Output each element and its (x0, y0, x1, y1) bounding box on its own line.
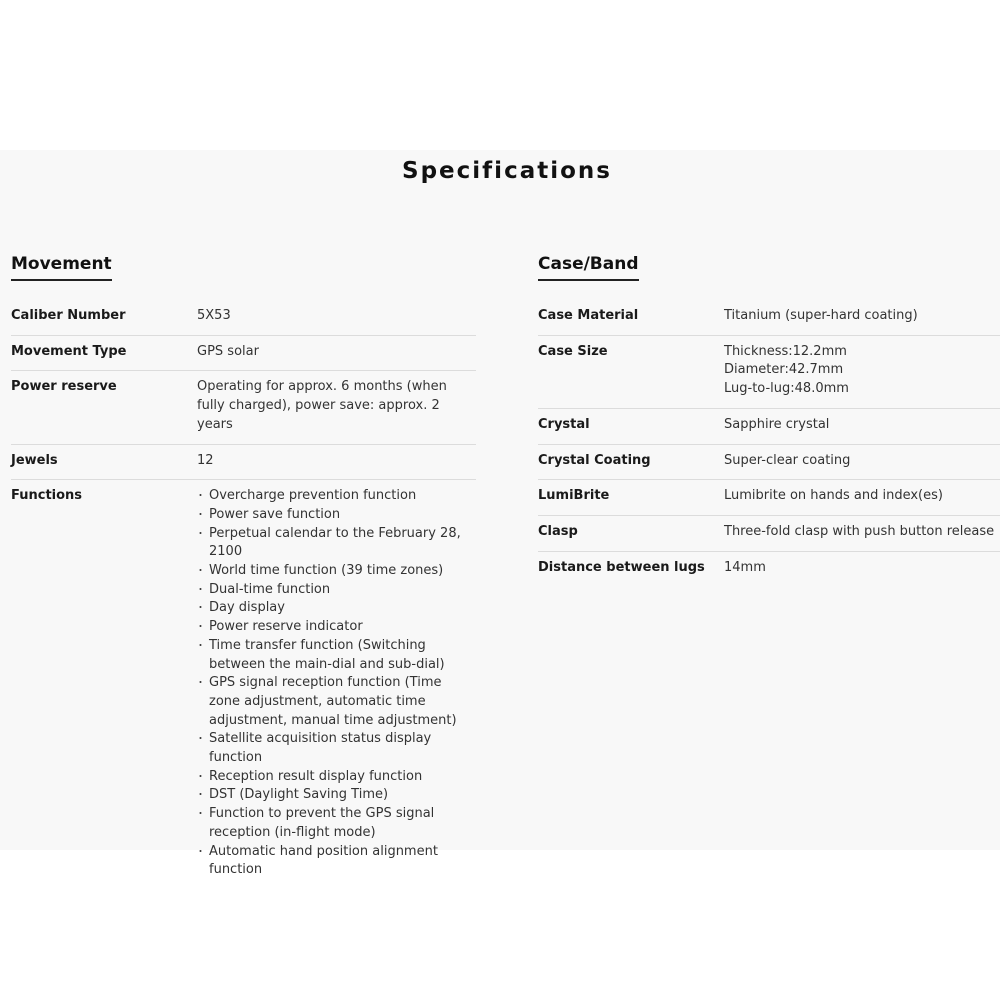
list-item: ・ Overcharge prevention function (197, 487, 476, 506)
spec-row-jewels (11, 445, 476, 481)
spec-label: Case Size (538, 343, 608, 359)
list-item: ・ GPS signal reception function (Time zone adjustment, automatic time adjustment, manual time adjustment) (197, 674, 476, 730)
spec-label: Distance between lugs (538, 559, 705, 575)
list-item: ・ World time function (39 time zones) (197, 562, 476, 581)
spec-label: Movement Type (11, 343, 127, 359)
spec-label: Case Material (538, 308, 639, 323)
spec-row-functions (11, 480, 476, 889)
list-item: ・ Function to prevent the GPS signal reception (in-flight mode) (197, 805, 476, 842)
spec-value: Three-fold clasp with push button release (724, 523, 995, 539)
spec-value: Operating for approx. 6 months (when fully charged), power save: approx. 2 years (197, 379, 447, 432)
spec-label: Functions (11, 488, 83, 504)
case-band-section (538, 254, 1000, 586)
list-item: ・ Power reserve indicator (197, 618, 476, 637)
spec-value (197, 487, 476, 880)
spec-value: 12 (197, 452, 214, 468)
spec-row-movement-type (11, 336, 476, 372)
spec-value: Sapphire crystal (724, 416, 830, 432)
list-item: ・ Dual-time function (197, 581, 476, 600)
spec-value: Lumibrite on hands and index(es) (724, 488, 943, 504)
spec-value: 14mm (724, 559, 766, 575)
case-diameter: Diameter:42.7mm (724, 362, 844, 378)
case-band-heading: Case/Band (538, 254, 639, 281)
spec-label: Clasp (538, 523, 578, 539)
spec-value: 5X53 (197, 308, 231, 323)
spec-row-crystal-coating (538, 445, 1000, 481)
functions-list (197, 487, 476, 880)
spec-label: Crystal Coating (538, 452, 651, 468)
spec-label: Power reserve (11, 379, 117, 395)
spec-value: GPS solar (197, 343, 259, 359)
spec-label: LumiBrite (538, 488, 610, 504)
page-title: Specifications (402, 158, 612, 184)
spec-row-power-reserve (11, 371, 476, 444)
list-item: ・ Time transfer function (Switching between the main-dial and sub-dial) (197, 637, 476, 674)
list-item: ・ DST (Daylight Saving Time) (197, 786, 476, 805)
list-item: ・ Reception result display function (197, 768, 476, 787)
spec-value (724, 343, 1000, 399)
spec-row-clasp (538, 516, 1000, 552)
list-item: ・ Day display (197, 599, 476, 618)
list-item: ・ Satellite acquisition status display function (197, 730, 476, 767)
case-lug-to-lug: Lug-to-lug:48.0mm (724, 381, 849, 397)
spec-row-distance-between-lugs (538, 552, 1000, 587)
spec-value: Super-clear coating (724, 452, 851, 468)
spec-row-crystal (538, 409, 1000, 445)
movement-heading: Movement (11, 254, 112, 281)
list-item: ・ Power save function (197, 506, 476, 525)
spec-row-lumibrite (538, 480, 1000, 516)
spec-row-case-material (538, 300, 1000, 336)
spec-row-case-size (538, 336, 1000, 409)
case-thickness: Thickness:12.2mm (724, 343, 847, 359)
spec-label: Crystal (538, 416, 590, 432)
spec-value: Titanium (super-hard coating) (724, 308, 918, 323)
list-item: ・ Automatic hand position alignment function (197, 843, 476, 880)
movement-section (11, 254, 476, 889)
spec-label: Caliber Number (11, 308, 126, 323)
list-item: ・ Perpetual calendar to the February 28, 2100 (197, 525, 476, 562)
spec-row-caliber-number (11, 300, 476, 336)
spec-label: Jewels (11, 452, 58, 468)
